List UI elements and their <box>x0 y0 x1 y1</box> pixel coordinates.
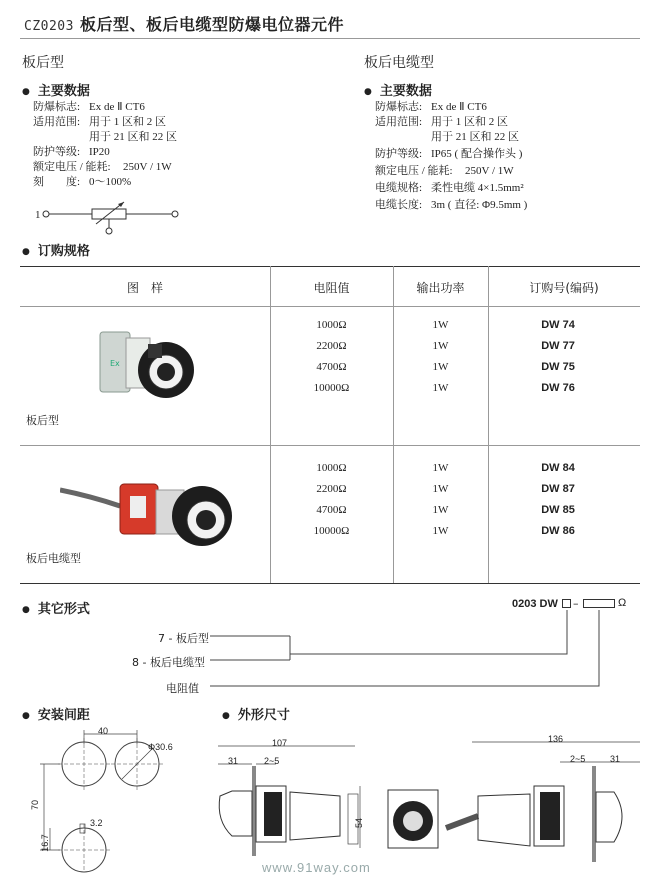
table-cell: 1W <box>432 340 449 352</box>
table-cell: 4700Ω <box>316 361 347 373</box>
table-cell: 1000Ω <box>316 319 347 331</box>
table-cell: DW 84 <box>541 462 575 474</box>
dim-54: 54 <box>354 817 365 829</box>
dim-31-left: 31 <box>228 756 239 766</box>
group-label-cable: 板后电缆型 <box>26 552 81 565</box>
table-top-rule <box>20 266 640 267</box>
table-cell: 1W <box>432 525 449 537</box>
cable-mount-product-image <box>60 470 240 560</box>
spec-row: 额定电压 / 能耗: 250V / 1W <box>375 165 514 177</box>
code-leader-lines <box>200 606 610 692</box>
dim-2-5-left: 2~5 <box>264 756 280 766</box>
mounting-drawing <box>30 724 200 874</box>
dim-107: 107 <box>272 738 288 748</box>
spec-row: 防爆标志: Ex de Ⅱ CT6 <box>375 101 487 113</box>
right-spec-list <box>375 100 527 213</box>
spec-row: 适用范围: 用于 1 区和 2 区 <box>33 116 166 128</box>
code-prefix: 0203 DW <box>512 598 558 610</box>
resistance-values <box>270 458 393 542</box>
table-cell: 1W <box>432 483 449 495</box>
table-cell: DW 77 <box>541 340 575 352</box>
col-header-power: 输出功率 <box>416 281 465 295</box>
table-cell: 2200Ω <box>316 483 347 495</box>
spec-row: 电缆长度: 3m ( 直径: Φ9.5mm ) <box>375 199 528 211</box>
resistance-values <box>270 315 393 399</box>
table-cell: 4700Ω <box>316 504 347 516</box>
group-label-panel: 板后型 <box>26 414 59 427</box>
option-resistance: 电阻值 <box>166 682 199 695</box>
table-cell: DW 85 <box>541 504 575 516</box>
dim-3-2: 3.2 <box>90 818 103 828</box>
panel-mount-product-image <box>96 322 206 412</box>
right-subtitle: 板后电缆型 <box>364 55 434 71</box>
spec-row: 电缆规格: 柔性电缆 4×1.5mm² <box>375 182 524 194</box>
title-divider <box>20 38 640 39</box>
option-cable: 8 - 板后电缆型 <box>132 656 205 669</box>
col-header-figure: 图 样 <box>126 281 163 295</box>
table-cell: 1W <box>432 504 449 516</box>
other-forms-heading: ● 其它形式 <box>22 598 90 617</box>
code-dash: – <box>573 597 579 610</box>
option-panel: 7 - 板后型 <box>158 632 209 645</box>
table-cell: DW 74 <box>541 319 575 331</box>
order-section-heading: ● 订购规格 <box>22 240 90 259</box>
spec-row: 额定电压 / 能耗: 250V / 1W <box>33 161 172 173</box>
left-subtitle: 板后型 <box>22 55 64 71</box>
power-values <box>393 315 488 399</box>
spec-row: 用于 21 区和 22 区 <box>431 131 519 143</box>
power-values <box>393 458 488 542</box>
dim-70: 70 <box>30 799 41 811</box>
mount-section-heading: ● 安装间距 <box>22 704 90 723</box>
table-cell: DW 75 <box>541 361 575 373</box>
table-cell: 10000Ω <box>313 525 350 537</box>
outline-section-heading: ● 外形尺寸 <box>222 704 290 723</box>
table-cell: 1000Ω <box>316 462 347 474</box>
title-text: 板后型、板后电缆型防爆电位器元件 <box>79 15 344 34</box>
table-cell: 1W <box>432 462 449 474</box>
dim-136: 136 <box>548 734 564 744</box>
table-cell: 1W <box>432 361 449 373</box>
table-cell: 1W <box>432 382 449 394</box>
col-header-order-code: 订购号(编码) <box>529 281 599 295</box>
table-header-rule <box>20 306 640 307</box>
table-cell: DW 76 <box>541 382 575 394</box>
table-bottom-rule <box>20 583 640 584</box>
dim-16-7: 16.7 <box>39 834 50 852</box>
dim-2-5-right: 2~5 <box>570 754 586 764</box>
spec-row: 刻 度: 0～100% <box>33 176 132 188</box>
spec-row: 适用范围: 用于 1 区和 2 区 <box>375 116 508 128</box>
page-title <box>24 12 344 35</box>
spec-row: 用于 21 区和 22 区 <box>89 131 177 143</box>
table-cell: 1W <box>432 319 449 331</box>
schematic-terminal-label: 1 <box>35 209 41 221</box>
spec-row: 防爆标志: Ex de Ⅱ CT6 <box>33 101 145 113</box>
dim-40: 40 <box>98 726 109 736</box>
col-header-resistance: 电阻值 <box>313 281 350 295</box>
product-code: CZ0203 <box>24 19 74 34</box>
right-section-heading: ● 主要数据 <box>364 80 432 99</box>
table-cell: 2200Ω <box>316 340 347 352</box>
svg-text:Ex: Ex <box>110 359 120 368</box>
order-codes <box>488 315 628 399</box>
watermark: www.91way.com <box>262 860 371 875</box>
code-suffix: Ω <box>618 597 627 609</box>
spec-row: 防护等级: IP20 <box>33 146 110 158</box>
potentiometer-schematic <box>40 196 190 236</box>
order-codes <box>488 458 628 542</box>
table-group-rule <box>20 445 640 446</box>
table-cell: 10000Ω <box>313 382 350 394</box>
dim-31-right: 31 <box>610 754 621 764</box>
left-spec-list <box>33 100 177 190</box>
dim-diameter: Φ30.6 <box>148 742 173 752</box>
table-cell: DW 86 <box>541 525 575 537</box>
spec-row: 防护等级: IP65 ( 配合操作头 ) <box>375 148 523 160</box>
left-section-heading: ● 主要数据 <box>22 80 90 99</box>
table-cell: DW 87 <box>541 483 575 495</box>
